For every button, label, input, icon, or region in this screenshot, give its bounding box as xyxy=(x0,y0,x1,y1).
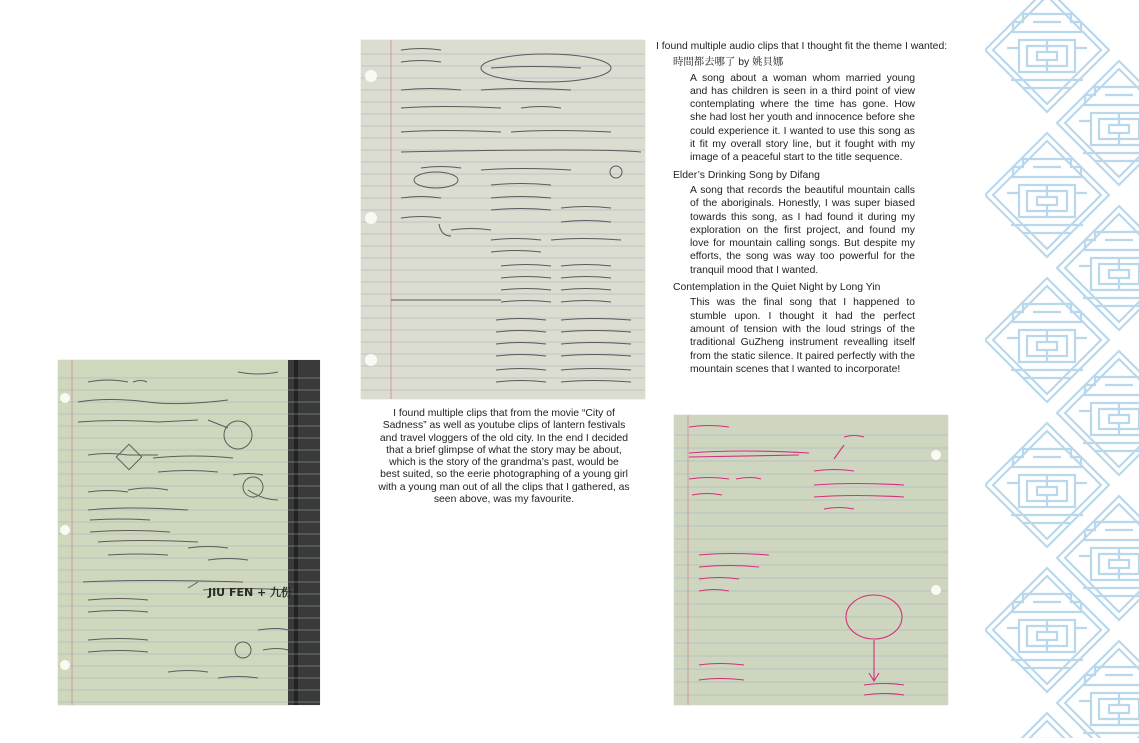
song-description-2: A song that records the beautiful mountain calls of the aboriginals. Honestly, I was super biased towards this song, as I had found it during my exploration on the first project, and found my love for mountain calling songs. But despite my efforts, the song was way too powerful for the tranquil mood that I wanted. xyxy=(690,184,915,276)
chinese-lattice-pattern xyxy=(985,0,1139,738)
lattice-pattern-icon xyxy=(985,0,1139,738)
handwritten-notes-photo-right xyxy=(674,415,948,705)
audio-intro: I found multiple audio clips that I thought fit the theme I wanted: xyxy=(656,41,948,52)
movie-clips-caption: I found multiple clips that from the movie “City of Sadness” as well as youtube clips of lantern festivals and travel vloggers of the old city. In the end I decided that a brief glimpse of what the story may be about, which is the story of the grandma’s past, would be best suited, so the eerie photographing of a young girl with a young man out of all the clips that I gathered, as seen above, was my favourite. xyxy=(378,408,630,506)
song-description-1: A song about a woman whom married young and has children is seen in a third point of view contemplating where the time has gone. How she had lost her youth and innocence before she could experience it. I wanted to use this song as it fit my overall story line, but it fought with my image of a peaceful start to the title sequence. xyxy=(690,72,915,164)
audio-clips-section xyxy=(656,40,948,380)
song-title-1: 時間都去哪了 by 姚貝娜 xyxy=(673,57,784,69)
svg-text:JIU FEN + 九份: JIU FEN + 九份 xyxy=(208,586,293,599)
song-title-2: Elder’s Drinking Song by Difang xyxy=(673,169,820,181)
song-description-3: This was the final song that I happened to stumble upon. I thought it had the perfect amount of tension with the loud strings of the traditional GuZheng instrument revealling itself from the static silence. It paired perfectly with the mountain scenes that I wanted to incorporate! xyxy=(690,297,915,375)
handwritten-notes-photo-center xyxy=(361,40,645,399)
handwritten-notes-photo-left xyxy=(58,360,320,705)
song-title-3: Contemplation in the Quiet Night by Long Yin xyxy=(673,282,881,294)
